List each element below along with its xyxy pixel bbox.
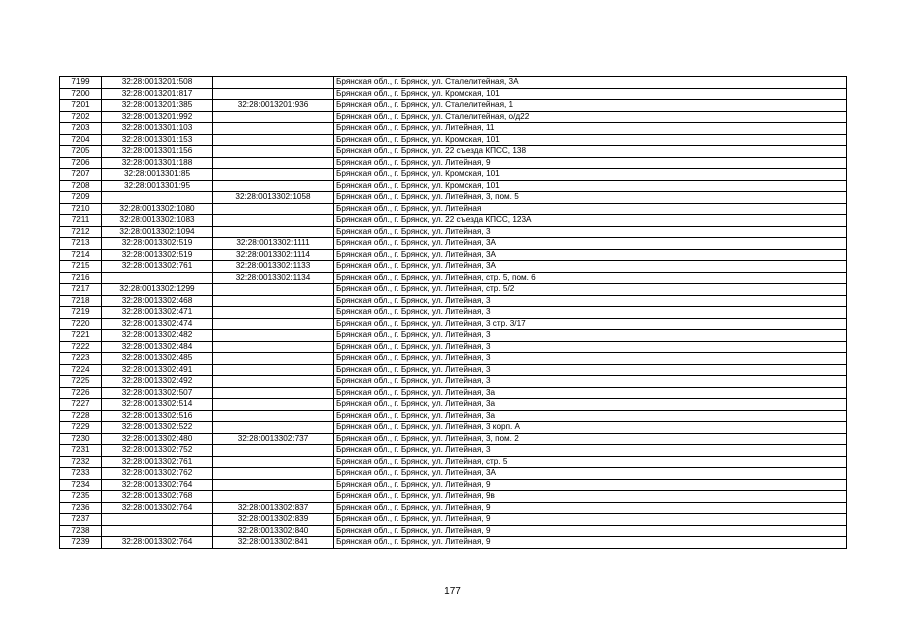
row-number-cell: 7230 [60,433,102,445]
cadastral-number-cell [102,514,213,526]
object-cadastral-number-cell: 32:28:0013302:839 [213,514,334,526]
table-row [60,77,847,89]
address-cell: Брянская обл., г. Брянск, ул. Литейная, 3 стр. 3/17 [334,318,847,330]
table-row [60,88,847,100]
row-number-cell: 7199 [60,77,102,89]
row-number-cell: 7213 [60,238,102,250]
table-row [60,502,847,514]
row-number-cell: 7211 [60,215,102,227]
address-cell: Брянская обл., г. Брянск, ул. Сталелитейная, о/д22 [334,111,847,123]
row-number-cell: 7200 [60,88,102,100]
address-cell: Брянская обл., г. Брянск, ул. 22 съезда КПСС, 123А [334,215,847,227]
cadastral-number-cell: 32:28:0013302:768 [102,491,213,503]
object-cadastral-number-cell [213,134,334,146]
table-row [60,180,847,192]
cadastral-number-cell: 32:28:0013302:1083 [102,215,213,227]
row-number-cell: 7225 [60,376,102,388]
table-row [60,157,847,169]
address-cell: Брянская обл., г. Брянск, ул. Литейная [334,203,847,215]
address-cell: Брянская обл., г. Брянск, ул. Литейная, 3 [334,330,847,342]
object-cadastral-number-cell: 32:28:0013302:1133 [213,261,334,273]
cadastral-number-cell: 32:28:0013302:761 [102,456,213,468]
row-number-cell: 7216 [60,272,102,284]
object-cadastral-number-cell [213,203,334,215]
address-cell: Брянская обл., г. Брянск, ул. Литейная, 3, пом. 5 [334,192,847,204]
cadastral-number-cell: 32:28:0013302:1094 [102,226,213,238]
cadastral-number-cell: 32:28:0013302:485 [102,353,213,365]
row-number-cell: 7232 [60,456,102,468]
row-number-cell: 7228 [60,410,102,422]
object-cadastral-number-cell [213,157,334,169]
object-cadastral-number-cell: 32:28:0013302:1134 [213,272,334,284]
cadastral-number-cell: 32:28:0013302:761 [102,261,213,273]
address-cell: Брянская обл., г. Брянск, ул. Литейная, 9 [334,537,847,549]
address-cell: Брянская обл., г. Брянск, ул. Литейная, 3А [334,468,847,480]
address-cell: Брянская обл., г. Брянск, ул. Литейная, 3А [334,238,847,250]
object-cadastral-number-cell [213,353,334,365]
address-cell: Брянская обл., г. Брянск, ул. Литейная, 3 [334,295,847,307]
cadastral-number-cell: 32:28:0013301:156 [102,146,213,158]
table-row [60,169,847,181]
cadastral-number-cell: 32:28:0013302:484 [102,341,213,353]
cadastral-number-cell [102,272,213,284]
address-cell: Брянская обл., г. Брянск, ул. 22 съезда КПСС, 138 [334,146,847,158]
object-cadastral-number-cell [213,88,334,100]
table-row [60,341,847,353]
cadastral-number-cell: 32:28:0013302:764 [102,479,213,491]
cadastral-number-cell [102,192,213,204]
object-cadastral-number-cell [213,422,334,434]
address-cell: Брянская обл., г. Брянск, ул. Литейная, 3а [334,387,847,399]
table-row [60,410,847,422]
table-row [60,123,847,135]
address-cell: Брянская обл., г. Брянск, ул. Литейная, стр. 5 [334,456,847,468]
row-number-cell: 7209 [60,192,102,204]
address-cell: Брянская обл., г. Брянск, ул. Литейная, 9 [334,525,847,537]
row-number-cell: 7235 [60,491,102,503]
table-row [60,479,847,491]
address-cell: Брянская обл., г. Брянск, ул. Литейная, 9 [334,479,847,491]
object-cadastral-number-cell [213,376,334,388]
cadastral-number-cell: 32:28:0013302:764 [102,502,213,514]
address-cell: Брянская обл., г. Брянск, ул. Литейная, 3 [334,307,847,319]
address-cell: Брянская обл., г. Брянск, ул. Литейная, 3, пом. 2 [334,433,847,445]
row-number-cell: 7234 [60,479,102,491]
row-number-cell: 7224 [60,364,102,376]
table-row [60,134,847,146]
object-cadastral-number-cell [213,491,334,503]
object-cadastral-number-cell [213,215,334,227]
cadastral-number-cell: 32:28:0013301:103 [102,123,213,135]
table-row [60,203,847,215]
object-cadastral-number-cell [213,445,334,457]
row-number-cell: 7219 [60,307,102,319]
object-cadastral-number-cell [213,364,334,376]
address-cell: Брянская обл., г. Брянск, ул. Литейная, 3 [334,341,847,353]
address-cell: Брянская обл., г. Брянск, ул. Литейная, 3 [334,226,847,238]
row-number-cell: 7210 [60,203,102,215]
cadastral-number-cell [102,525,213,537]
cadastral-number-cell: 32:28:0013301:95 [102,180,213,192]
object-cadastral-number-cell [213,341,334,353]
address-cell: Брянская обл., г. Брянск, ул. Литейная, стр. 5, пом. 6 [334,272,847,284]
row-number-cell: 7237 [60,514,102,526]
object-cadastral-number-cell [213,77,334,89]
address-cell: Брянская обл., г. Брянск, ул. Литейная, стр. 5/2 [334,284,847,296]
cadastral-number-cell: 32:28:0013302:519 [102,238,213,250]
table-row [60,456,847,468]
table-row [60,295,847,307]
cadastral-number-cell: 32:28:0013302:514 [102,399,213,411]
table-row [60,491,847,503]
object-cadastral-number-cell [213,123,334,135]
cadastral-number-cell: 32:28:0013302:482 [102,330,213,342]
object-cadastral-number-cell [213,479,334,491]
cadastral-number-cell: 32:28:0013301:153 [102,134,213,146]
table-row [60,387,847,399]
row-number-cell: 7221 [60,330,102,342]
row-number-cell: 7215 [60,261,102,273]
table-row [60,215,847,227]
table-row [60,433,847,445]
page-number: 177 [444,586,461,597]
address-cell: Брянская обл., г. Брянск, ул. Литейная, 9 [334,514,847,526]
table-row [60,261,847,273]
address-cell: Брянская обл., г. Брянск, ул. Литейная, 3А [334,249,847,261]
cadastral-number-cell: 32:28:0013201:385 [102,100,213,112]
table-row [60,330,847,342]
row-number-cell: 7231 [60,445,102,457]
object-cadastral-number-cell [213,111,334,123]
table-row [60,445,847,457]
table-row [60,525,847,537]
cadastral-number-cell: 32:28:0013302:519 [102,249,213,261]
table-row [60,146,847,158]
object-cadastral-number-cell: 32:28:0013201:936 [213,100,334,112]
row-number-cell: 7204 [60,134,102,146]
table-row [60,364,847,376]
table-row [60,514,847,526]
cadastral-number-cell: 32:28:0013302:480 [102,433,213,445]
address-cell: Брянская обл., г. Брянск, ул. Литейная, 3А [334,261,847,273]
cadastral-number-cell: 32:28:0013301:85 [102,169,213,181]
object-cadastral-number-cell [213,295,334,307]
cadastral-number-cell: 32:28:0013302:507 [102,387,213,399]
row-number-cell: 7205 [60,146,102,158]
row-number-cell: 7201 [60,100,102,112]
row-number-cell: 7220 [60,318,102,330]
cadastral-number-cell: 32:28:0013201:817 [102,88,213,100]
address-cell: Брянская обл., г. Брянск, ул. Литейная, 11 [334,123,847,135]
address-cell: Брянская обл., г. Брянск, ул. Кромская, 101 [334,134,847,146]
table-row [60,399,847,411]
object-cadastral-number-cell: 32:28:0013302:841 [213,537,334,549]
cadastral-number-cell: 32:28:0013201:992 [102,111,213,123]
cadastral-number-cell: 32:28:0013302:474 [102,318,213,330]
row-number-cell: 7218 [60,295,102,307]
address-cell: Брянская обл., г. Брянск, ул. Литейная, 9 [334,502,847,514]
row-number-cell: 7214 [60,249,102,261]
table-row [60,226,847,238]
cadastral-number-cell: 32:28:0013302:468 [102,295,213,307]
object-cadastral-number-cell [213,169,334,181]
row-number-cell: 7238 [60,525,102,537]
table-row [60,238,847,250]
object-cadastral-number-cell [213,318,334,330]
cadastral-number-cell: 32:28:0013302:522 [102,422,213,434]
cadastral-number-cell: 32:28:0013302:1080 [102,203,213,215]
cadastral-number-cell: 32:28:0013302:492 [102,376,213,388]
address-cell: Брянская обл., г. Брянск, ул. Литейная, 9в [334,491,847,503]
address-cell: Брянская обл., г. Брянск, ул. Кромская, 101 [334,169,847,181]
address-cell: Брянская обл., г. Брянск, ул. Кромская, 101 [334,180,847,192]
object-cadastral-number-cell [213,307,334,319]
object-cadastral-number-cell [213,456,334,468]
object-cadastral-number-cell [213,284,334,296]
address-cell: Брянская обл., г. Брянск, ул. Литейная, 3а [334,399,847,411]
registry-table-body [60,77,847,549]
object-cadastral-number-cell [213,226,334,238]
cadastral-number-cell: 32:28:0013302:764 [102,537,213,549]
object-cadastral-number-cell [213,180,334,192]
address-cell: Брянская обл., г. Брянск, ул. Литейная, 9 [334,157,847,169]
row-number-cell: 7239 [60,537,102,549]
row-number-cell: 7206 [60,157,102,169]
cadastral-number-cell: 32:28:0013302:762 [102,468,213,480]
object-cadastral-number-cell: 32:28:0013302:1111 [213,238,334,250]
registry-table [59,76,847,549]
object-cadastral-number-cell [213,387,334,399]
object-cadastral-number-cell [213,468,334,480]
cadastral-number-cell: 32:28:0013302:471 [102,307,213,319]
cadastral-number-cell: 32:28:0013201:508 [102,77,213,89]
row-number-cell: 7203 [60,123,102,135]
table-row [60,111,847,123]
table-row [60,307,847,319]
table-row [60,376,847,388]
address-cell: Брянская обл., г. Брянск, ул. Литейная, 3 [334,353,847,365]
cadastral-number-cell: 32:28:0013302:491 [102,364,213,376]
row-number-cell: 7236 [60,502,102,514]
object-cadastral-number-cell: 32:28:0013302:1114 [213,249,334,261]
address-cell: Брянская обл., г. Брянск, ул. Сталелитейная, 3А [334,77,847,89]
object-cadastral-number-cell: 32:28:0013302:737 [213,433,334,445]
table-row [60,537,847,549]
cadastral-number-cell: 32:28:0013302:752 [102,445,213,457]
row-number-cell: 7217 [60,284,102,296]
cadastral-number-cell: 32:28:0013302:516 [102,410,213,422]
row-number-cell: 7227 [60,399,102,411]
table-row [60,468,847,480]
object-cadastral-number-cell [213,146,334,158]
address-cell: Брянская обл., г. Брянск, ул. Кромская, 101 [334,88,847,100]
table-row [60,249,847,261]
address-cell: Брянская обл., г. Брянск, ул. Литейная, 3 [334,376,847,388]
address-cell: Брянская обл., г. Брянск, ул. Литейная, 3а [334,410,847,422]
object-cadastral-number-cell: 32:28:0013302:840 [213,525,334,537]
table-row [60,318,847,330]
row-number-cell: 7222 [60,341,102,353]
address-cell: Брянская обл., г. Брянск, ул. Литейная, 3 корп. А [334,422,847,434]
address-cell: Брянская обл., г. Брянск, ул. Сталелитейная, 1 [334,100,847,112]
row-number-cell: 7223 [60,353,102,365]
cadastral-number-cell: 32:28:0013301:188 [102,157,213,169]
table-row [60,100,847,112]
cadastral-number-cell: 32:28:0013302:1299 [102,284,213,296]
object-cadastral-number-cell: 32:28:0013302:1058 [213,192,334,204]
row-number-cell: 7233 [60,468,102,480]
row-number-cell: 7202 [60,111,102,123]
row-number-cell: 7226 [60,387,102,399]
object-cadastral-number-cell: 32:28:0013302:837 [213,502,334,514]
address-cell: Брянская обл., г. Брянск, ул. Литейная, 3 [334,364,847,376]
object-cadastral-number-cell [213,399,334,411]
row-number-cell: 7212 [60,226,102,238]
table-row [60,272,847,284]
row-number-cell: 7208 [60,180,102,192]
object-cadastral-number-cell [213,410,334,422]
table-row [60,353,847,365]
table-row [60,284,847,296]
row-number-cell: 7229 [60,422,102,434]
address-cell: Брянская обл., г. Брянск, ул. Литейная, 3 [334,445,847,457]
row-number-cell: 7207 [60,169,102,181]
table-row [60,192,847,204]
object-cadastral-number-cell [213,330,334,342]
table-row [60,422,847,434]
